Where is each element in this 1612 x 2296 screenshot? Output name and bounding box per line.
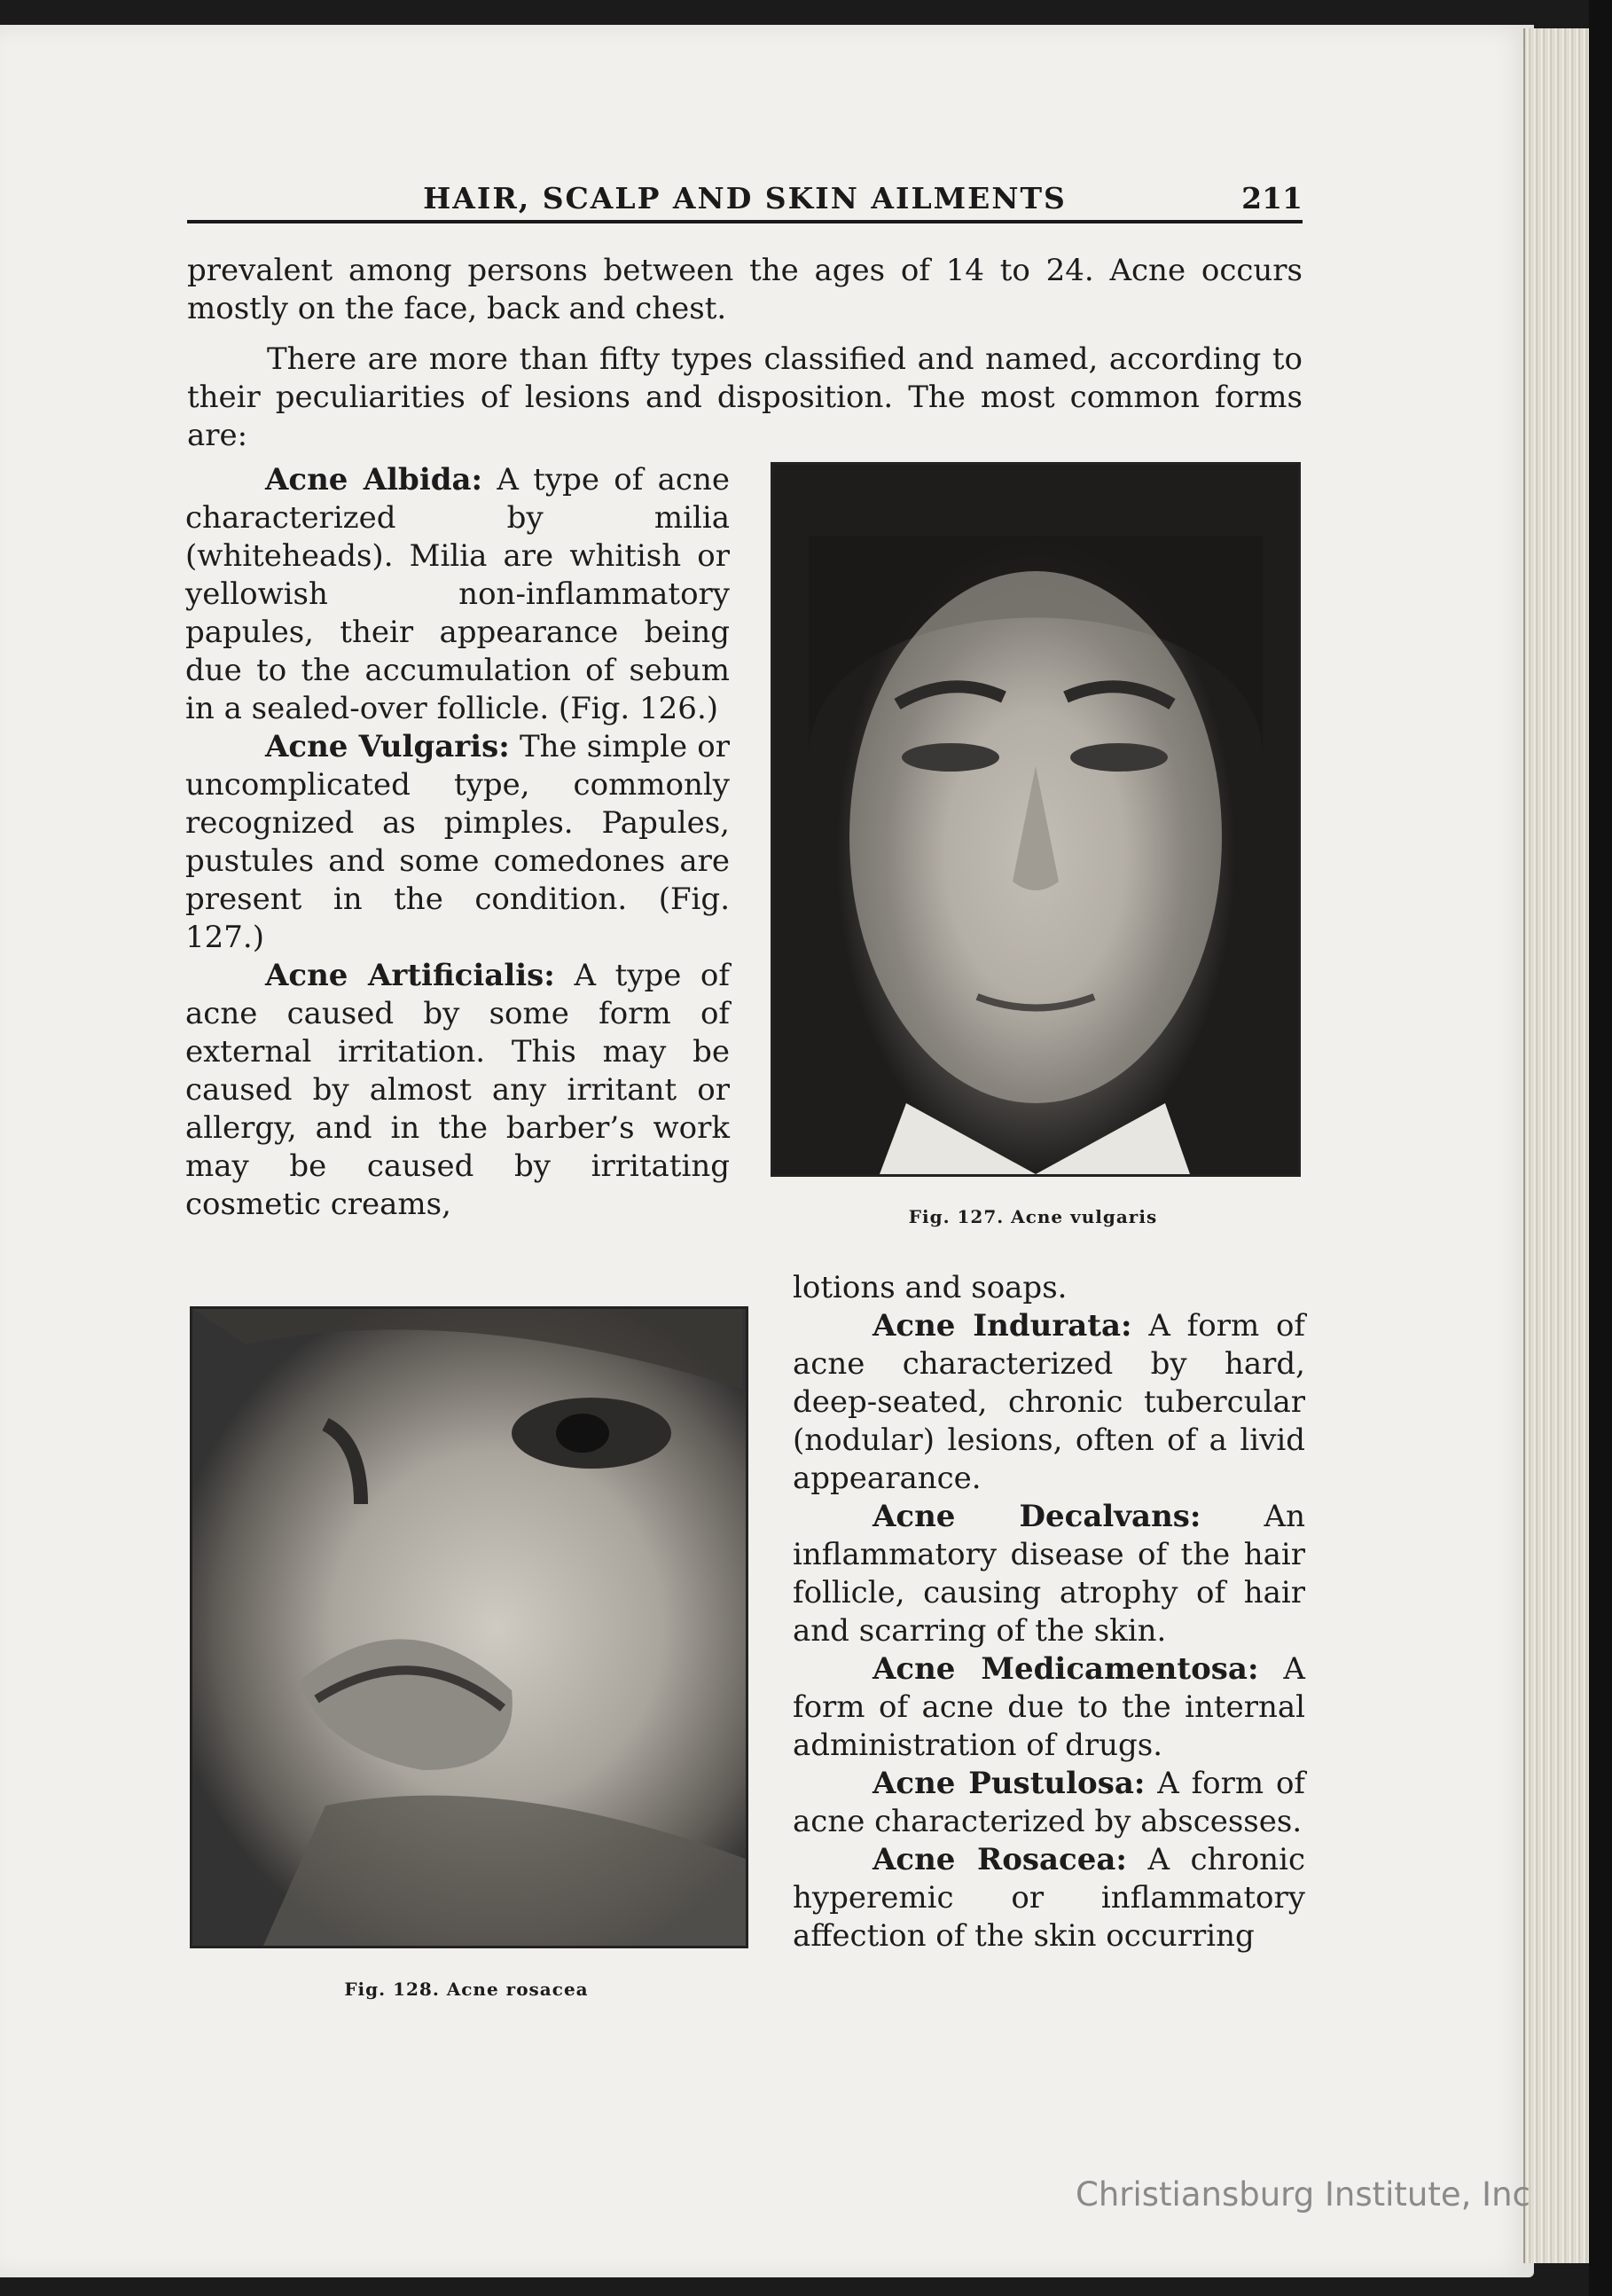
- entry-term: Acne Pustulosa:: [873, 1766, 1146, 1801]
- entry-text: A chronic hyperemic or inflammatory affection of the skin occurring: [793, 1842, 1305, 1954]
- page-number: 211: [1241, 181, 1303, 215]
- entry-text: A type of acne caused by some form of external irritation. This may be caused by almost any irritant or allergy, and in the barber’s work may be caused by irritating cosmetic creams,: [185, 958, 730, 1222]
- continuation-text: lotions and soaps.: [793, 1270, 1068, 1305]
- entry-term: Acne Albida:: [265, 462, 483, 498]
- entry-term: Acne Rosacea:: [873, 1842, 1127, 1877]
- figure-128-caption: Fig. 128. Acne rosacea: [344, 1979, 589, 2000]
- entry-acne-pustulosa: [793, 1765, 1305, 1841]
- entry-acne-rosacea: [793, 1841, 1305, 1955]
- entry-text: An inflammatory disease of the hair follicle, causing atrophy of hair and scarring of the skin.: [793, 1499, 1305, 1649]
- entry-term: Acne Indurata:: [873, 1308, 1132, 1344]
- page-edges: [1523, 28, 1594, 2263]
- figure-128-photo: [190, 1306, 748, 1948]
- figure-127-caption: Fig. 127. Acne vulgaris: [908, 1206, 1158, 1227]
- entry-acne-medicamentosa: [793, 1650, 1305, 1765]
- face-photo-illustration: [773, 465, 1298, 1174]
- intro-text: [187, 252, 1303, 455]
- entry-acne-indurata: [793, 1307, 1305, 1498]
- entry-term: Acne Medicamentosa:: [873, 1651, 1259, 1687]
- entry-text: A form of acne due to the internal administration of drugs.: [793, 1651, 1305, 1763]
- entry-text: The simple or uncomplicated type, commonly recognized as pimples. Papules, pustules and some comedones are present in the condition. (Fig. 127.): [185, 729, 731, 955]
- entry-text: A form of acne characterized by hard, deep-seated, chronic tubercular (nodular) lesions, often of a livid appearance.: [793, 1308, 1306, 1496]
- entry-term: Acne Decalvans:: [873, 1499, 1201, 1534]
- entry-text: A type of acne characterized by milia (whiteheads). Milia are whitish or yellowish non-inflammatory papules, their appearance being due to the accumulation of sebum in a sealed-over follicle. (Fig. 126.): [185, 462, 730, 726]
- figure-127-photo: [771, 462, 1301, 1177]
- running-title: HAIR, SCALP AND SKIN AILMENTS: [423, 181, 1067, 215]
- intro-paragraph-2: There are more than fifty types classified and named, according to their peculiarities of lesions and disposition. The most common forms are:: [187, 341, 1303, 453]
- entry-term: Acne Artificialis:: [265, 958, 555, 993]
- entry-acne-albida: [185, 461, 730, 728]
- entry-acne-vulgaris: [185, 728, 730, 957]
- spine-shadow: [1589, 0, 1612, 2296]
- entry-text: A form of acne characterized by abscesses.: [793, 1766, 1305, 1839]
- page-header: [187, 176, 1303, 223]
- intro-paragraph-1: prevalent among persons between the ages of 14 to 24. Acne occurs mostly on the face, back and chest.: [187, 253, 1303, 326]
- entry-term: Acne Vulgaris:: [265, 729, 510, 764]
- entry-acne-artificialis: [185, 957, 730, 1224]
- right-column: [793, 1269, 1305, 1955]
- entry-acne-decalvans: [793, 1498, 1305, 1650]
- rosacea-photo-illustration: [192, 1309, 746, 1946]
- left-column: [185, 461, 730, 1224]
- watermark-text: Christiansburg Institute, Inc: [1076, 2175, 1530, 2214]
